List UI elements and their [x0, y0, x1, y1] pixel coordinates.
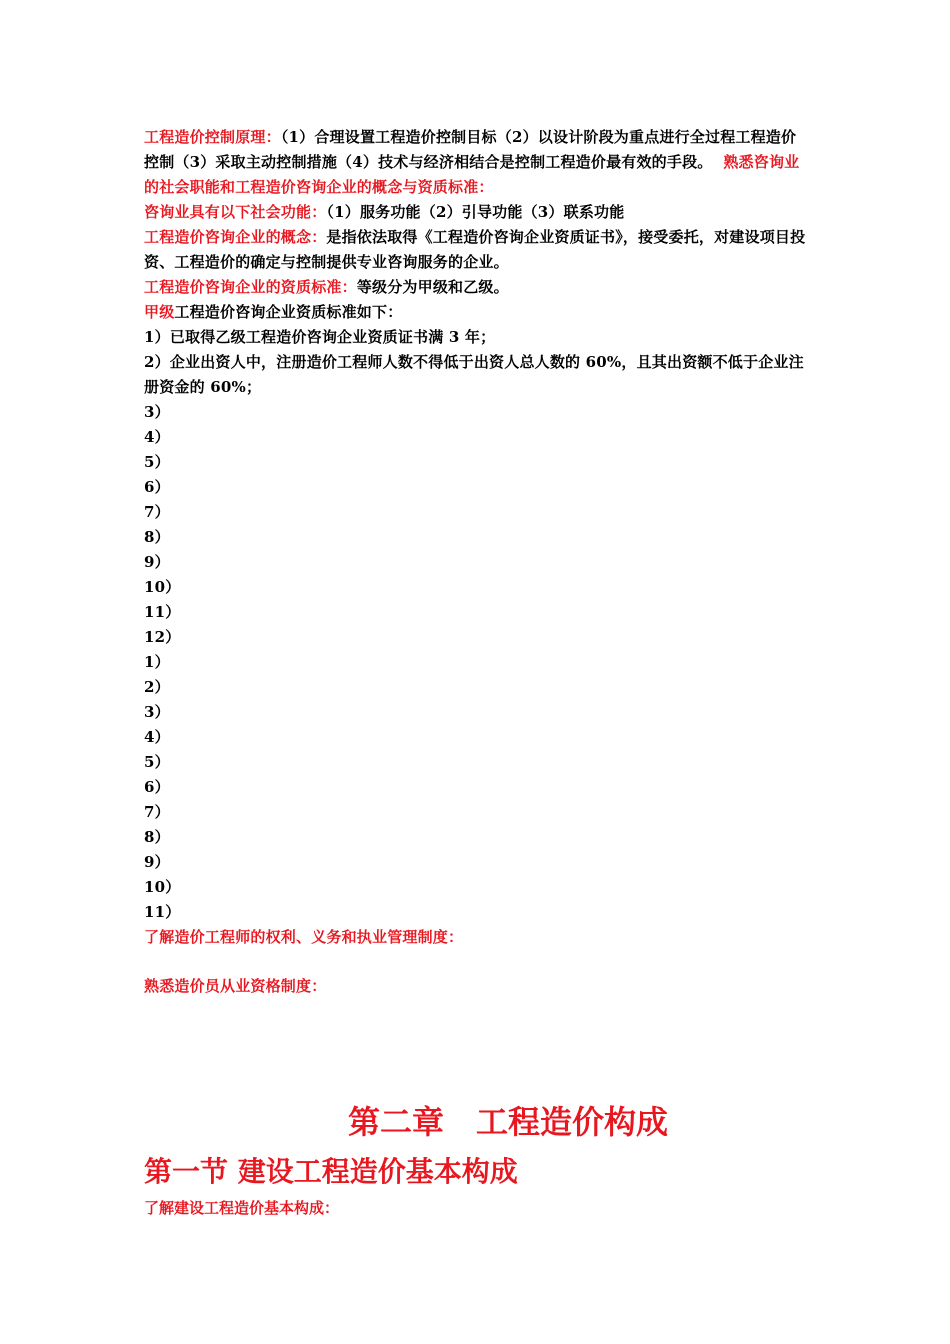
text-social-functions: （1）服务功能（2）引导功能（3）联系功能 — [326, 203, 625, 221]
list-item: 3） — [144, 403, 170, 421]
document-body — [144, 125, 806, 999]
list-item: 10） — [144, 578, 181, 596]
list-item: 11） — [144, 603, 181, 621]
label-qualification-standard: 工程造价咨询企业的资质标准： — [144, 278, 357, 296]
list-item: 12） — [144, 628, 181, 646]
section-note: 了解建设工程造价基本构成： — [144, 1199, 340, 1217]
list-item: 5） — [144, 453, 170, 471]
label-control-principle: 工程造价控制原理： — [144, 128, 281, 146]
list-item: 4） — [144, 728, 170, 746]
chapter-title-text: 第二章 工程造价构成 — [348, 1103, 669, 1141]
list-item: 2） — [144, 678, 170, 696]
list-item: 2）企业出资人中，注册造价工程师人数不得低于出资人总人数的 60%，且其出资额不低于企业注册资金的 60%； — [144, 353, 804, 396]
paragraph-qualification-standard — [144, 275, 806, 300]
label-social-functions: 咨询业具有以下社会功能： — [144, 203, 327, 221]
list-item: 1）已取得乙级工程造价咨询企业资质证书满 3 年； — [144, 328, 496, 346]
section-title: 第一节 建设工程造价基本构成 — [144, 1155, 518, 1188]
list-item: 5） — [144, 753, 170, 771]
list-item: 8） — [144, 828, 170, 846]
list-item: 8） — [144, 528, 170, 546]
list-item: 11） — [144, 903, 181, 921]
text-enterprise-concept: 是指依法取得《工程造价咨询企业资质证书》，接受委托，对建设项目投资、工程造价的确定与控制提供专业咨询服务的企业。 — [144, 228, 806, 271]
heading-engineer-rights: 了解造价工程师的权利、义务和执业管理制度： — [144, 928, 464, 946]
label-enterprise-concept: 工程造价咨询企业的概念： — [144, 228, 327, 246]
heading-cost-clerk-qualification: 熟悉造价员从业资格制度： — [144, 977, 327, 995]
heading-consulting-industry: 熟悉咨询业的社会职能和工程造价咨询企业的概念与资质标准： — [144, 153, 800, 196]
blank-line — [144, 950, 806, 974]
list-item: 10） — [144, 878, 181, 896]
text-qualification-standard: 等级分为甲级和乙级。 — [356, 278, 509, 296]
list-item: 6） — [144, 478, 170, 496]
text-grade-a: 工程造价咨询企业资质标准如下： — [174, 303, 403, 321]
text-control-principle: （1）合理设置工程造价控制目标（2）以设计阶段为重点进行全过程工程造价控制（3）采取主动控制措施（4）技术与经济相结合是控制工程造价最有效的手段。 — [144, 128, 797, 171]
paragraph-enterprise-concept — [144, 225, 806, 275]
list-item: 9） — [144, 853, 170, 871]
list-item: 3） — [144, 703, 170, 721]
label-grade-a: 甲级 — [144, 303, 175, 321]
paragraph-grade-a — [144, 300, 806, 325]
paragraph-social-functions — [144, 200, 806, 225]
list-item: 9） — [144, 553, 170, 571]
list-item: 1） — [144, 653, 170, 671]
list-item: 7） — [144, 803, 170, 821]
list-item: 6） — [144, 778, 170, 796]
list-item: 4） — [144, 428, 170, 446]
list-item: 7） — [144, 503, 170, 521]
paragraph-control-principle — [144, 125, 806, 200]
